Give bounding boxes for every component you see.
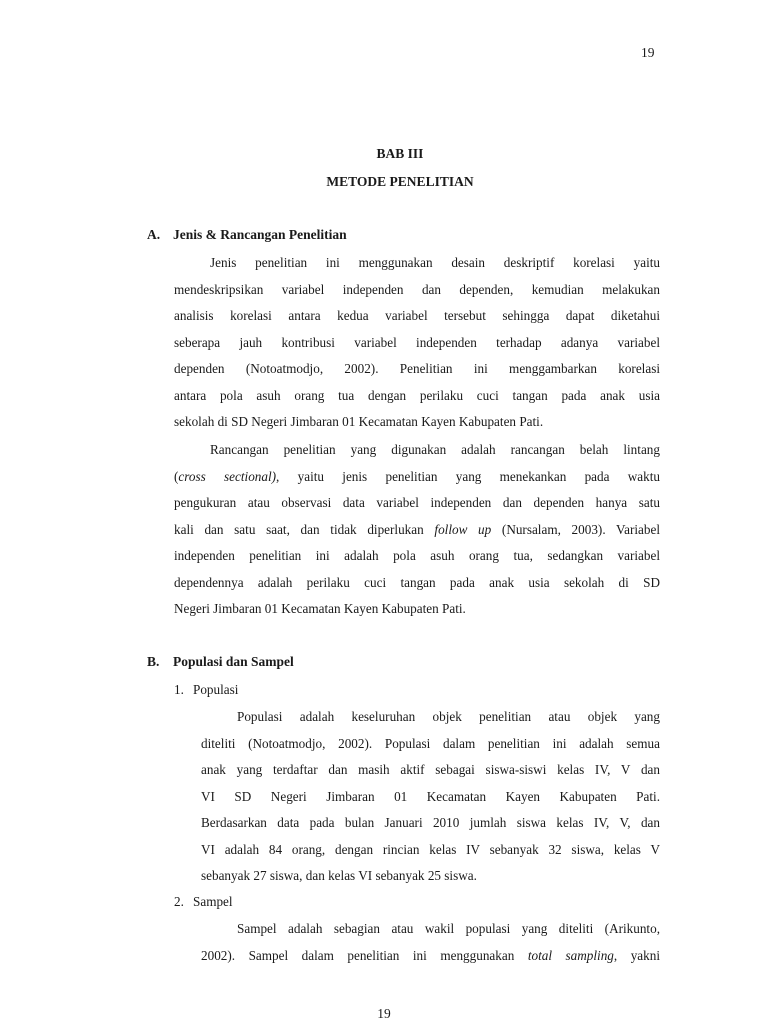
section-a-paragraph-2 — [174, 437, 660, 623]
paragraph-line: VI SD Negeri Jimbaran 01 Kecamatan Kayen Kabupaten Pati. — [201, 788, 660, 804]
paragraph-text: (Nursalam, 2003). Variabel — [491, 521, 660, 537]
chapter-number: BAB III — [376, 146, 424, 161]
italic-term-total-sampling: total sampling — [527, 947, 614, 963]
paragraph-text: , yakni — [613, 947, 660, 963]
sampel-paragraph — [201, 916, 660, 969]
paragraph-line: pengukuran atau observasi data variabel independen dan dependen hanya satu — [174, 495, 660, 510]
section-a-title: Jenis & Rancangan Penelitian — [173, 227, 347, 242]
page-number-top: 19 — [641, 45, 655, 60]
section-a-letter: A. — [147, 227, 161, 242]
italic-term-cross-sectional: cross sectional) — [178, 468, 277, 484]
paragraph-line: Sampel adalah sebagian atau wakil populasi yang diteliti (Arikunto, — [237, 921, 660, 936]
italic-term-follow-up: follow up — [434, 521, 492, 537]
paragraph-line: Populasi adalah keseluruhan objek penelitian atau objek yang — [237, 709, 660, 724]
subsection-sampel — [174, 894, 233, 910]
paragraph-line: Berdasarkan data pada bulan Januari 2010 jumlah siswa kelas IV, V, dan — [201, 815, 660, 830]
paragraph-line: dependen (Notoatmodjo, 2002). Penelitian ini menggambarkan korelasi — [174, 361, 660, 376]
paragraph-line: diteliti (Notoatmodjo, 2002). Populasi dalam penelitian ini adalah semua — [201, 735, 660, 751]
paragraph-line: dependennya adalah perilaku cuci tangan pada anak usia sekolah di SD — [174, 574, 660, 590]
paragraph-text: , yaitu jenis penelitian yang menekankan pada waktu — [276, 468, 660, 484]
paragraph-line: Rancangan penelitian yang digunakan adalah rancangan belah lintang — [210, 442, 660, 457]
paragraph-line: antara pola asuh orang tua dengan perilaku cuci tangan pada anak usia — [174, 387, 660, 403]
subsection-number: 2. — [174, 894, 184, 909]
chapter-title: METODE PENELITIAN — [326, 174, 474, 189]
paragraph-line: Negeri Jimbaran 01 Kecamatan Kayen Kabupaten Pati. — [174, 601, 466, 616]
section-b-letter: B. — [147, 654, 160, 669]
paragraph-line: analisis korelasi antara kedua variabel tersebut sehingga dapat diketahui — [174, 308, 660, 323]
section-a-heading — [147, 227, 347, 243]
section-a-paragraph-1 — [174, 250, 660, 436]
paragraph-line — [174, 517, 660, 544]
subsection-title: Sampel — [193, 894, 233, 909]
paragraph-line: VI adalah 84 orang, dengan rincian kelas IV sebanyak 32 siswa, kelas V — [201, 841, 660, 857]
paragraph-line: Jenis penelitian ini menggunakan desain deskriptif korelasi yaitu — [210, 255, 660, 270]
paragraph-line: sekolah di SD Negeri Jimbaran 01 Kecamatan Kayen Kabupaten Pati. — [174, 414, 544, 429]
paragraph-line: independen penelitian ini adalah pola asuh orang tua, sedangkan variabel — [174, 548, 660, 563]
paragraph-line: anak yang terdaftar dan masih aktif sebagai siswa-siswi kelas IV, V dan — [201, 762, 660, 777]
page-number-bottom: 19 — [377, 1006, 391, 1021]
subsection-populasi — [174, 682, 238, 698]
paragraph-line — [201, 943, 660, 970]
paragraph-text: kali dan satu saat, dan tidak diperlukan — [174, 521, 435, 537]
section-b-heading — [147, 654, 294, 670]
paragraph-line: mendeskripsikan variabel independen dan dependen, kemudian melakukan — [174, 281, 660, 297]
paren-open: ( — [174, 468, 179, 484]
paragraph-line: seberapa jauh kontribusi variabel independen terhadap adanya variabel — [174, 334, 660, 350]
section-b-title: Populasi dan Sampel — [173, 654, 294, 669]
paragraph-line: sebanyak 27 siswa, dan kelas VI sebanyak 25 siswa. — [201, 868, 477, 883]
paragraph-text: 2002). Sampel dalam penelitian ini menggunakan — [201, 947, 528, 963]
populasi-paragraph — [201, 704, 660, 890]
paragraph-line — [174, 464, 660, 491]
subsection-title: Populasi — [193, 682, 239, 697]
subsection-number: 1. — [174, 682, 184, 697]
